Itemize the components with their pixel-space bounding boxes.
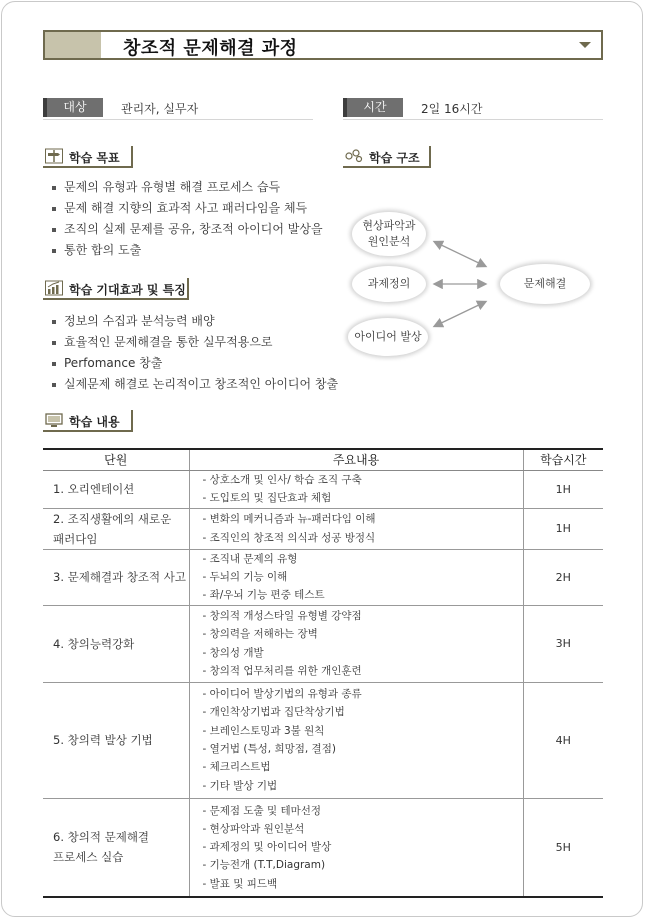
unit-cell: 1. 오리엔테이션 xyxy=(43,470,189,508)
time-row xyxy=(343,98,603,120)
column-header: 주요내용 xyxy=(189,449,523,470)
content-line: - 두뇌의 기능 이해 xyxy=(202,570,288,583)
content-cell xyxy=(189,549,523,605)
node-definition-label: 과제정의 xyxy=(367,277,411,290)
monitor-icon xyxy=(45,412,63,428)
content-line: - 발표 및 피드백 xyxy=(202,877,278,890)
signpost-icon xyxy=(45,148,63,164)
target-label: 대상 xyxy=(43,98,103,117)
content-cell xyxy=(189,682,523,798)
content-cell xyxy=(189,798,523,897)
effects-heading xyxy=(43,278,189,300)
column-header: 학습시간 xyxy=(523,449,603,470)
hours-cell: 3H xyxy=(523,605,603,682)
list-item-continuation: 통한 합의 도출 xyxy=(52,240,323,261)
arrow-analysis xyxy=(435,242,485,266)
content-line: - 창의적 업무처리를 위한 개인훈련 xyxy=(202,664,362,677)
content-line: - 도입토의 및 집단효과 체험 xyxy=(202,492,332,504)
table-row xyxy=(43,798,603,897)
table-header-row xyxy=(43,449,603,470)
content-line: - 창의성 개발 xyxy=(202,646,264,659)
table-row xyxy=(43,682,603,798)
content-cell xyxy=(189,470,523,508)
list-item-continuation: Perfomance 창출 xyxy=(52,353,338,374)
node-result-label: 문제해결 xyxy=(523,277,567,290)
content-line: - 조직인의 창조적 의식과 성공 방정식 xyxy=(202,531,376,544)
list-item: 문제의 유형과 유형별 해결 프로세스 습득 xyxy=(52,177,323,198)
page-title: 창조적 문제해결 과정 xyxy=(123,38,298,59)
hours-cell: 5H xyxy=(523,798,603,897)
goals-heading-label: 학습 목표 xyxy=(69,151,120,165)
list-item: 정보의 수집과 분석능력 배양 xyxy=(52,311,338,332)
time-value: 2일 16시간 xyxy=(421,102,483,116)
node-analysis-line1: 현상파악과 xyxy=(362,219,416,232)
content-line: - 상호소개 및 인사/ 학습 조직 구축 xyxy=(202,473,362,486)
bar-chart-icon xyxy=(45,280,63,296)
content-heading xyxy=(43,410,133,432)
table-row xyxy=(43,470,603,508)
title-bar xyxy=(43,30,603,60)
content-line: - 기타 발상 기법 xyxy=(202,779,278,792)
table-row xyxy=(43,549,603,605)
unit-cell: 5. 창의력 발상 기법 xyxy=(43,682,189,798)
unit-cell: 3. 문제해결과 창조적 사고 xyxy=(43,549,189,605)
content-line: - 기능전개 (T.T,Diagram) xyxy=(202,859,326,872)
content-line: - 열거법 (특성, 희망점, 결점) xyxy=(202,743,336,755)
node-ideation xyxy=(348,318,428,356)
table-row xyxy=(43,508,603,549)
list-item: 효율적인 문제해결을 통한 실무적용으로 xyxy=(52,332,338,353)
target-value: 관리자, 실무자 xyxy=(121,102,199,116)
goals-list xyxy=(52,177,323,261)
content-cell xyxy=(189,508,523,549)
hours-cell: 2H xyxy=(523,549,603,605)
content-line: - 브레인스토밍과 3불 원칙 xyxy=(202,724,325,737)
unit-cell: 2. 조직생활에의 새로운 패러다임 xyxy=(43,508,189,549)
table-row xyxy=(43,605,603,682)
content-table xyxy=(43,448,603,898)
list-item: 문제 해결 지향의 효과적 사고 패러다임을 체득 xyxy=(52,198,323,219)
goals-heading xyxy=(43,146,133,168)
arrow-ideation xyxy=(435,302,485,326)
content-line: - 변화의 메커니즘과 뉴-패러다임 이해 xyxy=(202,513,376,526)
unit-cell: 6. 창의적 문제해결 프로세스 실습 xyxy=(43,798,189,897)
content-line: - 문제점 도출 및 테마선정 xyxy=(202,804,322,817)
effects-list xyxy=(52,311,338,395)
content-line: - 체크리스트법 xyxy=(202,761,271,774)
node-analysis-line2: 원인분석 xyxy=(367,235,411,248)
content-line: - 조직내 문제의 유형 xyxy=(202,552,298,565)
content-cell xyxy=(189,605,523,682)
node-analysis xyxy=(352,212,426,256)
content-line: - 개인착상기법과 집단착상기법 xyxy=(202,706,345,719)
structure-heading-label: 학습 구조 xyxy=(369,151,420,165)
hours-cell: 1H xyxy=(523,508,603,549)
content-line: - 창의력을 저해하는 장벽 xyxy=(202,628,318,641)
content-line: - 창의적 개성스타일 유형별 강약점 xyxy=(202,609,362,622)
network-icon xyxy=(345,148,363,164)
column-header: 단원 xyxy=(43,449,189,470)
target-row xyxy=(43,98,313,120)
title-swatch xyxy=(45,32,101,58)
content-line: - 좌/우뇌 기능 편중 테스트 xyxy=(202,589,325,602)
content-line: - 현상파악과 원인분석 xyxy=(202,822,305,835)
node-result xyxy=(500,264,590,304)
node-definition xyxy=(352,266,426,302)
content-heading-label: 학습 내용 xyxy=(69,415,120,429)
list-item: 실제문제 해결로 논리적이고 창조적인 아이디어 창출 xyxy=(52,374,338,395)
content-line: - 아이디어 발상기법의 유형과 종류 xyxy=(202,688,362,701)
caret-down-icon[interactable] xyxy=(579,42,591,48)
structure-heading xyxy=(343,146,431,168)
unit-cell: 4. 창의능력강화 xyxy=(43,605,189,682)
hours-cell: 4H xyxy=(523,682,603,798)
list-item: 조직의 실제 문제를 공유, 창조적 아이디어 발상을 xyxy=(52,219,323,240)
content-line: - 과제정의 및 아이디어 발상 xyxy=(202,841,332,854)
effects-heading-label: 학습 기대효과 및 특징 xyxy=(69,283,186,297)
node-ideation-label: 아이디어 발상 xyxy=(354,330,422,343)
time-label: 시간 xyxy=(343,98,403,117)
hours-cell: 1H xyxy=(523,470,603,508)
